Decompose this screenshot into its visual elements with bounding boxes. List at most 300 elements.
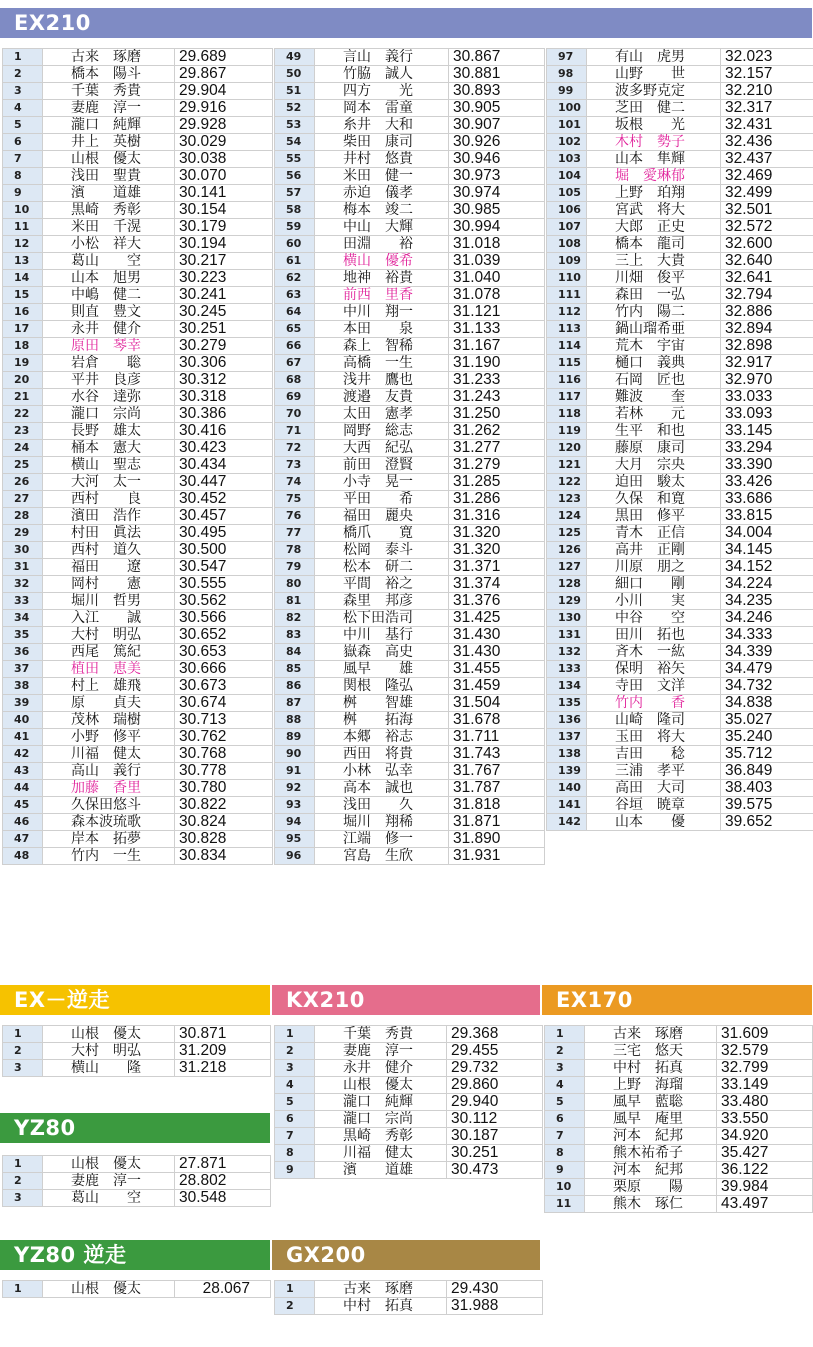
rank-cell: 10 xyxy=(3,202,43,219)
table-row xyxy=(547,440,813,457)
table-row xyxy=(547,117,813,134)
rank-cell: 119 xyxy=(547,423,587,440)
rank-cell: 93 xyxy=(275,797,315,814)
table-row xyxy=(547,134,813,151)
table-row xyxy=(547,253,813,270)
table-row xyxy=(275,848,545,865)
time-cell: 30.555 xyxy=(175,576,273,593)
name-cell: 原田 琴幸 xyxy=(43,338,175,355)
name-cell: 地神 裕貴 xyxy=(315,270,449,287)
rank-cell: 94 xyxy=(275,814,315,831)
time-cell: 30.653 xyxy=(175,644,273,661)
name-cell: 森里 邦彦 xyxy=(315,593,449,610)
name-cell: 黒崎 秀彰 xyxy=(43,202,175,219)
time-cell: 30.434 xyxy=(175,457,273,474)
time-cell: 39.575 xyxy=(721,797,813,814)
table-row xyxy=(547,355,813,372)
table-row xyxy=(275,763,545,780)
table-row xyxy=(3,1281,271,1298)
rank-cell: 115 xyxy=(547,355,587,372)
rank-cell: 45 xyxy=(3,797,43,814)
name-cell: 黒崎 秀彰 xyxy=(315,1128,447,1145)
table-row xyxy=(275,559,545,576)
rank-cell: 19 xyxy=(3,355,43,372)
table-row xyxy=(275,219,545,236)
name-cell: 瀧口 純輝 xyxy=(315,1094,447,1111)
rank-cell: 131 xyxy=(547,627,587,644)
table-row xyxy=(3,610,273,627)
time-cell: 32.640 xyxy=(721,253,813,270)
rank-cell: 86 xyxy=(275,678,315,695)
name-cell: 西尾 篤紀 xyxy=(43,644,175,661)
name-cell: 西村 良 xyxy=(43,491,175,508)
time-cell: 30.500 xyxy=(175,542,273,559)
table-row xyxy=(275,66,545,83)
table-row xyxy=(547,202,813,219)
table-row xyxy=(275,593,545,610)
name-cell: 本郷 裕志 xyxy=(315,729,449,746)
table-row xyxy=(3,491,273,508)
name-cell: 山本 旭男 xyxy=(43,270,175,287)
time-cell: 30.029 xyxy=(175,134,273,151)
rank-cell: 141 xyxy=(547,797,587,814)
time-cell: 31.209 xyxy=(175,1043,271,1060)
rank-cell: 59 xyxy=(275,219,315,236)
rank-cell: 49 xyxy=(275,49,315,66)
table-row xyxy=(3,219,273,236)
rank-cell: 62 xyxy=(275,270,315,287)
time-cell: 32.501 xyxy=(721,202,813,219)
table-row xyxy=(3,576,273,593)
rank-cell: 37 xyxy=(3,661,43,678)
rank-cell: 114 xyxy=(547,338,587,355)
name-cell: 芝田 健二 xyxy=(587,100,721,117)
rank-cell: 122 xyxy=(547,474,587,491)
rank-cell: 89 xyxy=(275,729,315,746)
rank-cell: 32 xyxy=(3,576,43,593)
time-cell: 31.040 xyxy=(449,270,545,287)
name-cell: 堀川 哲男 xyxy=(43,593,175,610)
time-cell: 31.285 xyxy=(449,474,545,491)
table-row xyxy=(547,559,813,576)
rank-cell: 2 xyxy=(275,1043,315,1060)
table-row xyxy=(547,219,813,236)
table-row xyxy=(275,542,545,559)
name-cell: 嶽森 高史 xyxy=(315,644,449,661)
time-cell: 30.194 xyxy=(175,236,273,253)
rank-cell: 118 xyxy=(547,406,587,423)
time-cell: 33.145 xyxy=(721,423,813,440)
name-cell: 柴田 康司 xyxy=(315,134,449,151)
table-row xyxy=(275,525,545,542)
time-cell: 30.881 xyxy=(449,66,545,83)
table-row xyxy=(547,644,813,661)
name-cell: 中川 翔一 xyxy=(315,304,449,321)
time-cell: 29.916 xyxy=(175,100,273,117)
name-cell: 川福 健太 xyxy=(315,1145,447,1162)
name-cell: 藤原 康司 xyxy=(587,440,721,457)
name-cell: 三宅 悠天 xyxy=(585,1043,717,1060)
name-cell: 濱 道雄 xyxy=(315,1162,447,1179)
time-cell: 30.946 xyxy=(449,151,545,168)
table-row xyxy=(547,304,813,321)
table-row xyxy=(547,814,813,831)
time-cell: 30.974 xyxy=(449,185,545,202)
gx200-header: GX200 xyxy=(272,1240,540,1270)
name-cell: 高井 正剛 xyxy=(587,542,721,559)
table-row xyxy=(275,423,545,440)
rank-cell: 33 xyxy=(3,593,43,610)
name-cell: 梅本 竣二 xyxy=(315,202,449,219)
table-row xyxy=(547,610,813,627)
rank-cell: 12 xyxy=(3,236,43,253)
rank-cell: 28 xyxy=(3,508,43,525)
name-cell: 桶本 憲大 xyxy=(43,440,175,457)
table-row xyxy=(3,627,273,644)
time-cell: 30.762 xyxy=(175,729,273,746)
rank-cell: 57 xyxy=(275,185,315,202)
time-cell: 31.121 xyxy=(449,304,545,321)
name-cell: 橋本 龍司 xyxy=(587,236,721,253)
rank-cell: 2 xyxy=(3,66,43,83)
time-cell: 29.904 xyxy=(175,83,273,100)
name-cell: 河本 紀邦 xyxy=(585,1128,717,1145)
table-row xyxy=(547,525,813,542)
rank-cell: 35 xyxy=(3,627,43,644)
time-cell: 33.686 xyxy=(721,491,813,508)
time-cell: 33.426 xyxy=(721,474,813,491)
table-row xyxy=(275,304,545,321)
rank-cell: 9 xyxy=(3,185,43,202)
name-cell: 原 貞夫 xyxy=(43,695,175,712)
time-cell: 38.403 xyxy=(721,780,813,797)
rank-cell: 61 xyxy=(275,253,315,270)
rank-cell: 39 xyxy=(3,695,43,712)
time-cell: 30.318 xyxy=(175,389,273,406)
table-row xyxy=(3,661,273,678)
table-row xyxy=(3,1190,271,1207)
name-cell: 中村 拓真 xyxy=(315,1298,447,1315)
rank-cell: 139 xyxy=(547,763,587,780)
name-cell: 入江 誠 xyxy=(43,610,175,627)
time-cell: 30.473 xyxy=(447,1162,543,1179)
table-row xyxy=(3,695,273,712)
table-row xyxy=(275,797,545,814)
name-cell: 福田 遼 xyxy=(43,559,175,576)
time-cell: 31.316 xyxy=(449,508,545,525)
time-cell: 31.374 xyxy=(449,576,545,593)
name-cell: 竹内 一生 xyxy=(43,848,175,865)
rank-cell: 7 xyxy=(3,151,43,168)
name-cell: 坂根 光 xyxy=(587,117,721,134)
rank-cell: 108 xyxy=(547,236,587,253)
time-cell: 30.251 xyxy=(447,1145,543,1162)
name-cell: 若林 元 xyxy=(587,406,721,423)
table-row xyxy=(545,1026,813,1043)
name-cell: 言山 義行 xyxy=(315,49,449,66)
time-cell: 32.431 xyxy=(721,117,813,134)
name-cell: 水谷 達弥 xyxy=(43,389,175,406)
rank-cell: 52 xyxy=(275,100,315,117)
table-row xyxy=(275,746,545,763)
name-cell: 久保田悠斗 xyxy=(43,797,175,814)
name-cell: 迫田 駿太 xyxy=(587,474,721,491)
ex210-table-col3 xyxy=(546,48,813,831)
time-cell: 31.787 xyxy=(449,780,545,797)
table-row xyxy=(545,1162,813,1179)
name-cell: 森上 智稀 xyxy=(315,338,449,355)
time-cell: 34.920 xyxy=(717,1128,813,1145)
table-row xyxy=(275,1281,543,1298)
table-row xyxy=(3,253,273,270)
rank-cell: 16 xyxy=(3,304,43,321)
table-row xyxy=(275,202,545,219)
table-row xyxy=(545,1043,813,1060)
rank-cell: 27 xyxy=(3,491,43,508)
name-cell: 中川 基行 xyxy=(315,627,449,644)
table-row xyxy=(547,457,813,474)
time-cell: 31.320 xyxy=(449,542,545,559)
rank-cell: 14 xyxy=(3,270,43,287)
time-cell: 31.430 xyxy=(449,644,545,661)
time-cell: 31.262 xyxy=(449,423,545,440)
time-cell: 31.743 xyxy=(449,746,545,763)
table-row xyxy=(547,321,813,338)
time-cell: 30.893 xyxy=(449,83,545,100)
rank-cell: 30 xyxy=(3,542,43,559)
rank-cell: 10 xyxy=(545,1179,585,1196)
time-cell: 31.286 xyxy=(449,491,545,508)
yz80-reverse-header: YZ80 逆走 xyxy=(0,1240,270,1270)
name-cell: 則直 豊文 xyxy=(43,304,175,321)
name-cell: 細口 剛 xyxy=(587,576,721,593)
name-cell: 三上 大貴 xyxy=(587,253,721,270)
table-row xyxy=(3,66,273,83)
name-cell: 村上 雄飛 xyxy=(43,678,175,695)
time-cell: 30.907 xyxy=(449,117,545,134)
name-cell: 樋口 義典 xyxy=(587,355,721,372)
table-row xyxy=(547,763,813,780)
yz80-reverse-table xyxy=(2,1280,271,1298)
ex210-header: EX210 xyxy=(0,8,812,38)
table-row xyxy=(275,100,545,117)
table-row xyxy=(547,100,813,117)
time-cell: 36.849 xyxy=(721,763,813,780)
time-cell: 30.447 xyxy=(175,474,273,491)
time-cell: 34.732 xyxy=(721,678,813,695)
name-cell: 小寺 晃一 xyxy=(315,474,449,491)
name-cell: 横山 優希 xyxy=(315,253,449,270)
table-row xyxy=(275,1298,543,1315)
name-cell: 荒木 宇宙 xyxy=(587,338,721,355)
time-cell: 31.190 xyxy=(449,355,545,372)
name-cell: 大村 明弘 xyxy=(43,1043,175,1060)
table-row xyxy=(275,814,545,831)
name-cell: 平井 良彦 xyxy=(43,372,175,389)
name-cell: 風早 藍聡 xyxy=(585,1094,717,1111)
table-row xyxy=(547,338,813,355)
name-cell: 保明 裕矢 xyxy=(587,661,721,678)
name-cell: 井村 悠貴 xyxy=(315,151,449,168)
time-cell: 32.499 xyxy=(721,185,813,202)
table-row xyxy=(275,83,545,100)
table-row xyxy=(3,202,273,219)
rank-cell: 73 xyxy=(275,457,315,474)
rank-cell: 127 xyxy=(547,559,587,576)
rank-cell: 20 xyxy=(3,372,43,389)
time-cell: 30.312 xyxy=(175,372,273,389)
table-row xyxy=(3,236,273,253)
time-cell: 31.279 xyxy=(449,457,545,474)
name-cell: 有山 虎男 xyxy=(587,49,721,66)
time-cell: 30.824 xyxy=(175,814,273,831)
time-cell: 35.027 xyxy=(721,712,813,729)
rank-cell: 72 xyxy=(275,440,315,457)
table-row xyxy=(275,321,545,338)
time-cell: 32.794 xyxy=(721,287,813,304)
name-cell: 山根 優太 xyxy=(43,1026,175,1043)
rank-cell: 74 xyxy=(275,474,315,491)
table-row xyxy=(547,389,813,406)
table-row xyxy=(275,372,545,389)
table-row xyxy=(3,338,273,355)
rank-cell: 84 xyxy=(275,644,315,661)
table-row xyxy=(3,797,273,814)
name-cell: 葛山 空 xyxy=(43,1190,175,1207)
name-cell: 米田 健一 xyxy=(315,168,449,185)
rank-cell: 88 xyxy=(275,712,315,729)
time-cell: 28.067 xyxy=(175,1281,271,1298)
name-cell: 森本波琉歌 xyxy=(43,814,175,831)
table-row xyxy=(3,304,273,321)
time-cell: 34.246 xyxy=(721,610,813,627)
time-cell: 30.780 xyxy=(175,780,273,797)
rank-cell: 3 xyxy=(3,1190,43,1207)
name-cell: 江端 修一 xyxy=(315,831,449,848)
name-cell: 平田 希 xyxy=(315,491,449,508)
name-cell: 長野 雄太 xyxy=(43,423,175,440)
table-row xyxy=(3,780,273,797)
time-cell: 31.078 xyxy=(449,287,545,304)
time-cell: 32.157 xyxy=(721,66,813,83)
name-cell: 山野 世 xyxy=(587,66,721,83)
time-cell: 36.122 xyxy=(717,1162,813,1179)
rank-cell: 18 xyxy=(3,338,43,355)
rank-cell: 40 xyxy=(3,712,43,729)
rank-cell: 4 xyxy=(275,1077,315,1094)
time-cell: 39.984 xyxy=(717,1179,813,1196)
rank-cell: 1 xyxy=(3,1281,43,1298)
gx200-table xyxy=(274,1280,543,1315)
rank-cell: 6 xyxy=(545,1111,585,1128)
name-cell: 福田 麗央 xyxy=(315,508,449,525)
table-row xyxy=(275,389,545,406)
name-cell: 大村 明弘 xyxy=(43,627,175,644)
table-row xyxy=(547,695,813,712)
name-cell: 高田 大司 xyxy=(587,780,721,797)
rank-cell: 2 xyxy=(3,1043,43,1060)
ex210-table-col2 xyxy=(274,48,545,865)
time-cell: 30.926 xyxy=(449,134,545,151)
table-row xyxy=(275,253,545,270)
rank-cell: 31 xyxy=(3,559,43,576)
table-row xyxy=(275,508,545,525)
time-cell: 31.767 xyxy=(449,763,545,780)
name-cell: 川畑 俊平 xyxy=(587,270,721,287)
name-cell: 関根 隆弘 xyxy=(315,678,449,695)
name-cell: 米田 千滉 xyxy=(43,219,175,236)
time-cell: 30.452 xyxy=(175,491,273,508)
ex210-table-col1 xyxy=(2,48,273,865)
rank-cell: 34 xyxy=(3,610,43,627)
rank-cell: 22 xyxy=(3,406,43,423)
table-row xyxy=(547,168,813,185)
name-cell: 谷垣 暁章 xyxy=(587,797,721,814)
time-cell: 30.562 xyxy=(175,593,273,610)
rank-cell: 138 xyxy=(547,746,587,763)
table-row xyxy=(275,49,545,66)
time-cell: 30.070 xyxy=(175,168,273,185)
table-row xyxy=(275,491,545,508)
rank-cell: 2 xyxy=(545,1043,585,1060)
name-cell: 小林 弘幸 xyxy=(315,763,449,780)
rank-cell: 121 xyxy=(547,457,587,474)
rank-cell: 8 xyxy=(3,168,43,185)
name-cell: 堀川 翔稀 xyxy=(315,814,449,831)
time-cell: 31.320 xyxy=(449,525,545,542)
name-cell: 難波 奎 xyxy=(587,389,721,406)
rank-cell: 66 xyxy=(275,338,315,355)
time-cell: 30.652 xyxy=(175,627,273,644)
table-row xyxy=(3,406,273,423)
rank-cell: 29 xyxy=(3,525,43,542)
time-cell: 29.860 xyxy=(447,1077,543,1094)
rank-cell: 113 xyxy=(547,321,587,338)
table-row xyxy=(547,627,813,644)
table-row xyxy=(3,1173,271,1190)
rank-cell: 111 xyxy=(547,287,587,304)
rank-cell: 5 xyxy=(3,117,43,134)
name-cell: 山崎 隆司 xyxy=(587,712,721,729)
table-row xyxy=(545,1111,813,1128)
name-cell: 鍋山瑠希亜 xyxy=(587,321,721,338)
table-row xyxy=(275,1162,543,1179)
rank-cell: 75 xyxy=(275,491,315,508)
name-cell: 寺田 文洋 xyxy=(587,678,721,695)
name-cell: 岩倉 聡 xyxy=(43,355,175,372)
time-cell: 30.245 xyxy=(175,304,273,321)
name-cell: 横山 聖志 xyxy=(43,457,175,474)
name-cell: 岡本 雷童 xyxy=(315,100,449,117)
rank-cell: 8 xyxy=(545,1145,585,1162)
rank-cell: 103 xyxy=(547,151,587,168)
rank-cell: 56 xyxy=(275,168,315,185)
name-cell: 大月 宗央 xyxy=(587,457,721,474)
table-row xyxy=(3,1060,271,1077)
name-cell: 前西 里香 xyxy=(315,287,449,304)
time-cell: 34.339 xyxy=(721,644,813,661)
name-cell: 茂林 瑞樹 xyxy=(43,712,175,729)
time-cell: 31.871 xyxy=(449,814,545,831)
name-cell: 竹内 陽二 xyxy=(587,304,721,321)
time-cell: 31.455 xyxy=(449,661,545,678)
name-cell: 瀧口 宗尚 xyxy=(43,406,175,423)
table-row xyxy=(3,678,273,695)
rank-cell: 135 xyxy=(547,695,587,712)
table-row xyxy=(3,746,273,763)
table-row xyxy=(547,406,813,423)
table-row xyxy=(275,457,545,474)
